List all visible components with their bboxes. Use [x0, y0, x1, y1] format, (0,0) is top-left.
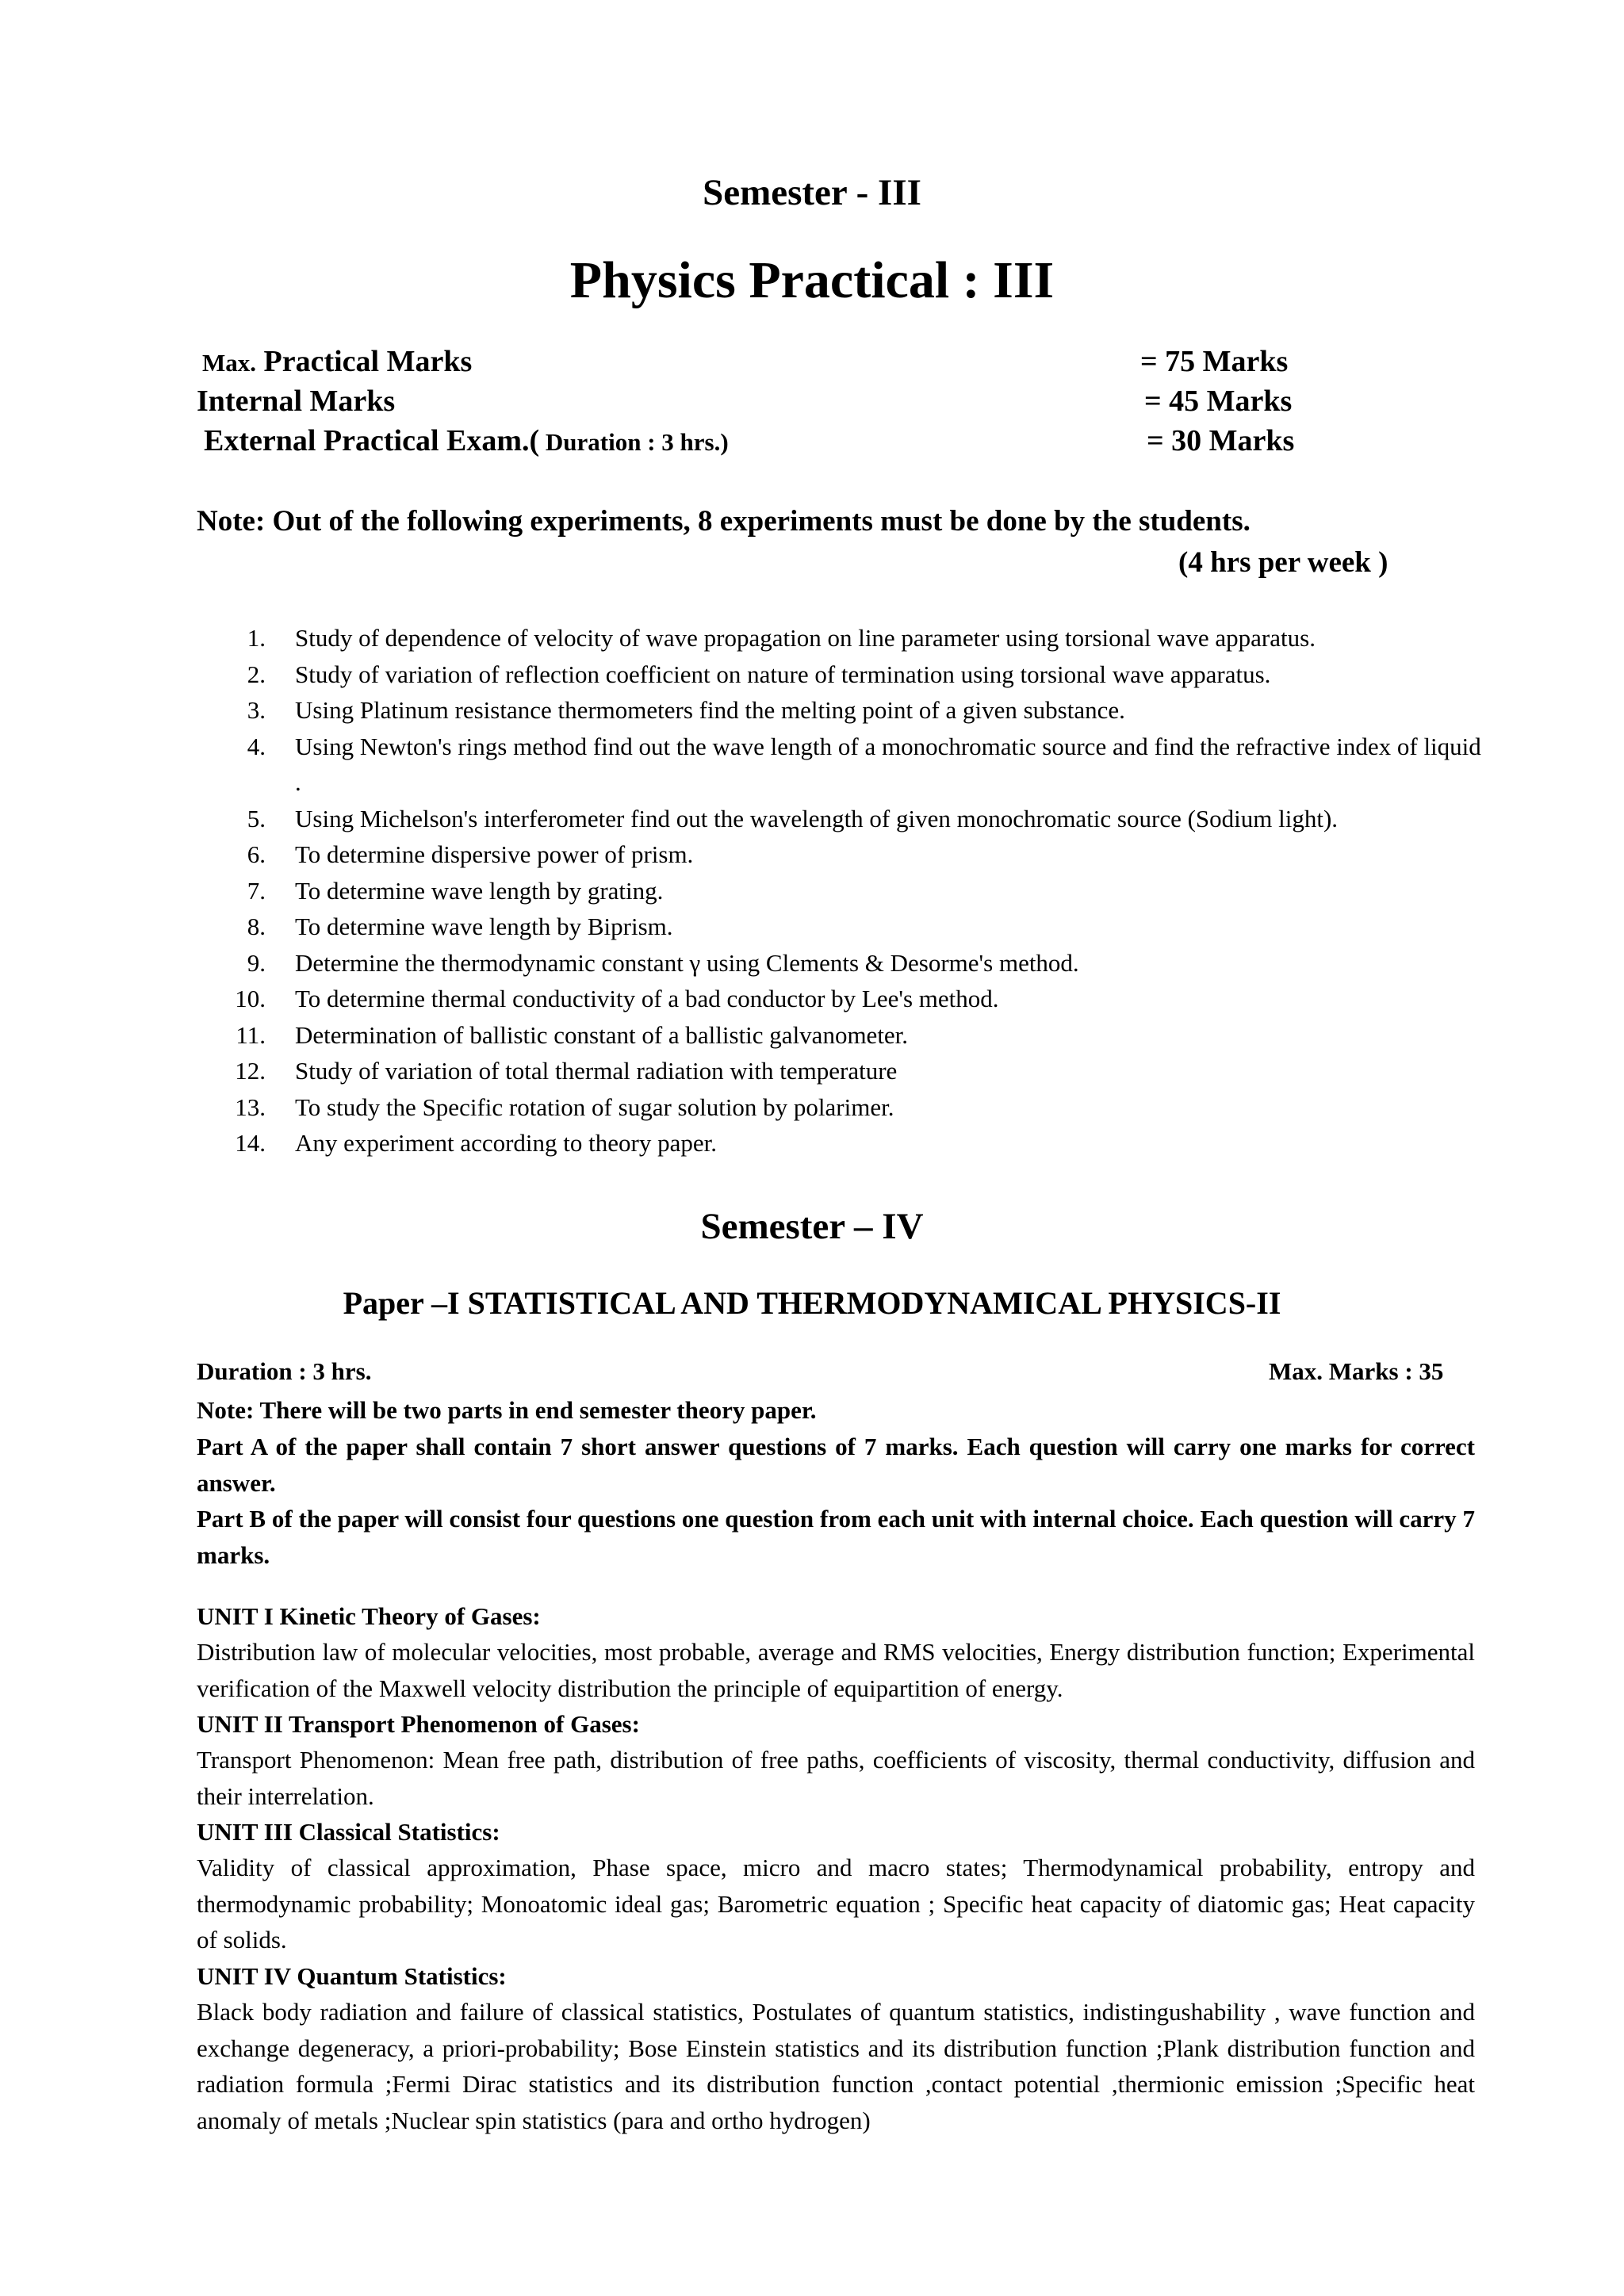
list-item: 2. Study of variation of reflection coefficient on nature of termination using torsional wave apparatus.	[247, 660, 1271, 688]
list-item: 5. Using Michelson's interferometer find out the wavelength of given monochromatic source (Sodium light).	[247, 804, 1339, 832]
semester-3-heading: Semester - III	[703, 172, 921, 213]
paper-title: Paper –I STATISTICAL AND THERMODYNAMICAL PHYSICS-II	[343, 1285, 1281, 1321]
part-b-note: Part B of the paper will consist four questions one question from each unit with internal choice. Each question will carry 7 marks.	[197, 1505, 1475, 1569]
experiments-note: Note: Out of the following experiments, 8 experiments must be done by the students.	[197, 505, 1251, 538]
part-a-note: Part A of the paper shall contain 7 short answer questions of 7 marks. Each question will carry one marks for correct answer.	[197, 1433, 1475, 1497]
list-item: 1. Study of dependence of velocity of wave propagation on line parameter using torsional wave apparatus.	[247, 624, 1316, 652]
unit-4-body: Black body radiation and failure of classical statistics, Postulates of quantum statistics, indistingushability , wave function and exchange degeneracy, a priori-probability; Bose Einstein statistics and its distribution function ;Plank distribution function and radiation formula ;Fermi Dirac statistics and its distribution function ,contact potential ,thermionic emission ;Specific heat anomaly of metals ;Nuclear spin statistics (para and ortho hydrogen)	[197, 1998, 1475, 2134]
practical-title: Physics Practical : III	[569, 251, 1055, 309]
unit-2-body: Transport Phenomenon: Mean free path, distribution of free paths, coefficients of viscosity, thermal conductivity, diffusion and their interrelation.	[197, 1746, 1475, 1810]
max-marks-label: Max. Marks : 35	[1269, 1357, 1444, 1385]
list-item: 12. Study of variation of total thermal radiation with temperature	[235, 1057, 898, 1085]
duration-label: Duration : 3 hrs.	[197, 1357, 372, 1385]
list-item: 6. To determine dispersive power of prism.	[247, 840, 694, 868]
marks-row-external-value: = 30 Marks	[1147, 424, 1295, 457]
theory-note: Note: There will be two parts in end semester theory paper.	[197, 1396, 817, 1424]
unit-3-body: Validity of classical approximation, Phase space, micro and macro states; Thermodynamical probability, entropy and thermodynamic probability; Monoatomic ideal gas; Barometric equation ; Specific heat capacity of diatomic gas; Heat capacity of solids.	[197, 1854, 1475, 1954]
marks-row-external-label: External Practical Exam.( Duration : 3 hrs.)	[204, 424, 729, 457]
unit-2-title: UNIT II Transport Phenomenon of Gases:	[197, 1710, 640, 1738]
unit-1-title: UNIT I Kinetic Theory of Gases:	[197, 1602, 541, 1630]
unit-1-body: Distribution law of molecular velocities, most probable, average and RMS velocities, Energy distribution function; Experimental verification of the Maxwell velocity distribution the principle of equipartition of energy.	[197, 1638, 1475, 1702]
list-item: 10. To determine thermal conductivity of a bad conductor by Lee's method.	[235, 985, 999, 1012]
unit-3-title: UNIT III Classical Statistics:	[197, 1818, 500, 1846]
list-item: 4. Using Newton's rings method find out the wave length of a monochromatic source and find the refractive index of liquid .	[247, 732, 1481, 796]
list-item: 13. To study the Specific rotation of sugar solution by polarimer.	[235, 1093, 894, 1121]
list-item: 3. Using Platinum resistance thermometers find the melting point of a given substance.	[247, 696, 1125, 724]
marks-row-max-label: Max. Practical Marks	[202, 345, 473, 378]
experiment-list	[198, 620, 1483, 1161]
semester-4-heading: Semester – IV	[700, 1206, 924, 1247]
list-item: 8. To determine wave length by Biprism.	[247, 913, 673, 940]
list-item: 7. To determine wave length by grating.	[247, 876, 664, 905]
list-item: 9. Determine the thermodynamic constant γ using Clements & Desorme's method.	[247, 948, 1079, 977]
list-item: 14. Any experiment according to theory paper.	[235, 1129, 717, 1157]
marks-row-max-value: = 75 Marks	[1140, 345, 1289, 378]
marks-row-internal-value: = 45 Marks	[1144, 385, 1293, 418]
marks-row-internal-label: Internal Marks	[197, 385, 396, 418]
unit-4-title: UNIT IV Quantum Statistics:	[197, 1962, 507, 1990]
hours-per-week: (4 hrs per week )	[1178, 546, 1388, 579]
list-item: 11. Determination of ballistic constant of a ballistic galvanometer.	[236, 1020, 909, 1049]
